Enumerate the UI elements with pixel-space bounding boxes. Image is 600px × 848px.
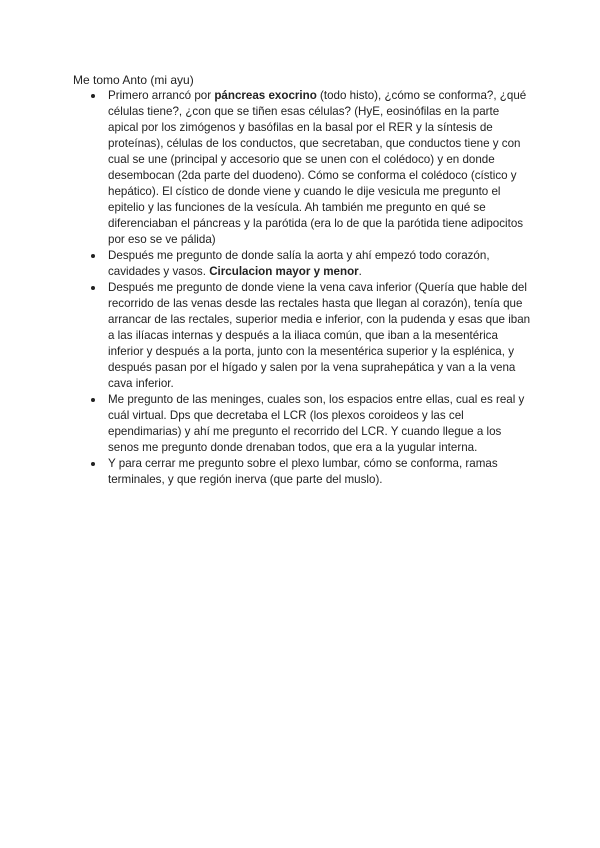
list-item: [108, 88, 532, 248]
item-bold-text: Circulacion mayor y menor: [209, 265, 359, 278]
item-text: Primero arrancó por: [108, 89, 215, 102]
notes-list: [108, 88, 532, 488]
item-text: Después me pregunto de donde salía la aorta y ahí empezó todo corazón, cavidades y vasos.: [108, 249, 490, 278]
list-item: [108, 392, 532, 456]
list-item: [108, 456, 532, 488]
item-text: Me pregunto de las meninges, cuales son, los espacios entre ellas, cual es real y cuál virtual. Dps que decretaba el LCR (los plexos coroideos y las cel ependimarias) y ahí me pregunto el recorrido del LCR. Y cuando llegue a los senos me pregunto donde drenaban todos, que era a la yugular interna.: [108, 393, 525, 454]
notes-heading: Me tomo Anto (mi ayu): [73, 73, 194, 87]
item-text: Después me pregunto de donde viene la vena cava inferior (Quería que hable del recorrido de las venas desde las rectales hasta que llegan al corazón), tenía que arrancar de las rectales, superior media e inferior, con la pudenda y esas que iban a las ilíacas internas y después a la iliaca común, que iban a la mesentérica inferior y después a la porta, junto con la mesentérica superior y la esplénica, y después pasan por el hígado y salen por la vena suprahepática y van a la vena cava inferior.: [108, 281, 531, 390]
item-text: Y para cerrar me pregunto sobre el plexo lumbar, cómo se conforma, ramas terminales, y que región inerva (que parte del muslo).: [108, 457, 498, 486]
item-text: .: [358, 265, 362, 278]
list-item: [108, 248, 532, 280]
item-text: (todo histo), ¿cómo se conforma?, ¿qué células tiene?, ¿con que se tiñen esas células? (HyE, eosinófilas en la parte apical por los zimógenos y basófilas en la basal por el RER y la síntesis de proteínas), células de los conductos, que secretaban, que conductos tiene y con cual se une (principal y accesorio que se unen con el colédoco) y en donde desembocan (2da parte del duodeno). Cómo se conforma el colédoco (cístico y hepático). El cístico de donde viene y cuando le dije vesicula me pregunto el epitelio y las funciones de la vesícula. Ah también me pregunto en qué se diferenciaban el páncreas y la parótida (era lo de que la parótida tiene adipocitos por eso se ve pálida): [108, 89, 527, 246]
list-item: [108, 280, 532, 392]
item-bold-text: páncreas exocrino: [214, 89, 317, 102]
